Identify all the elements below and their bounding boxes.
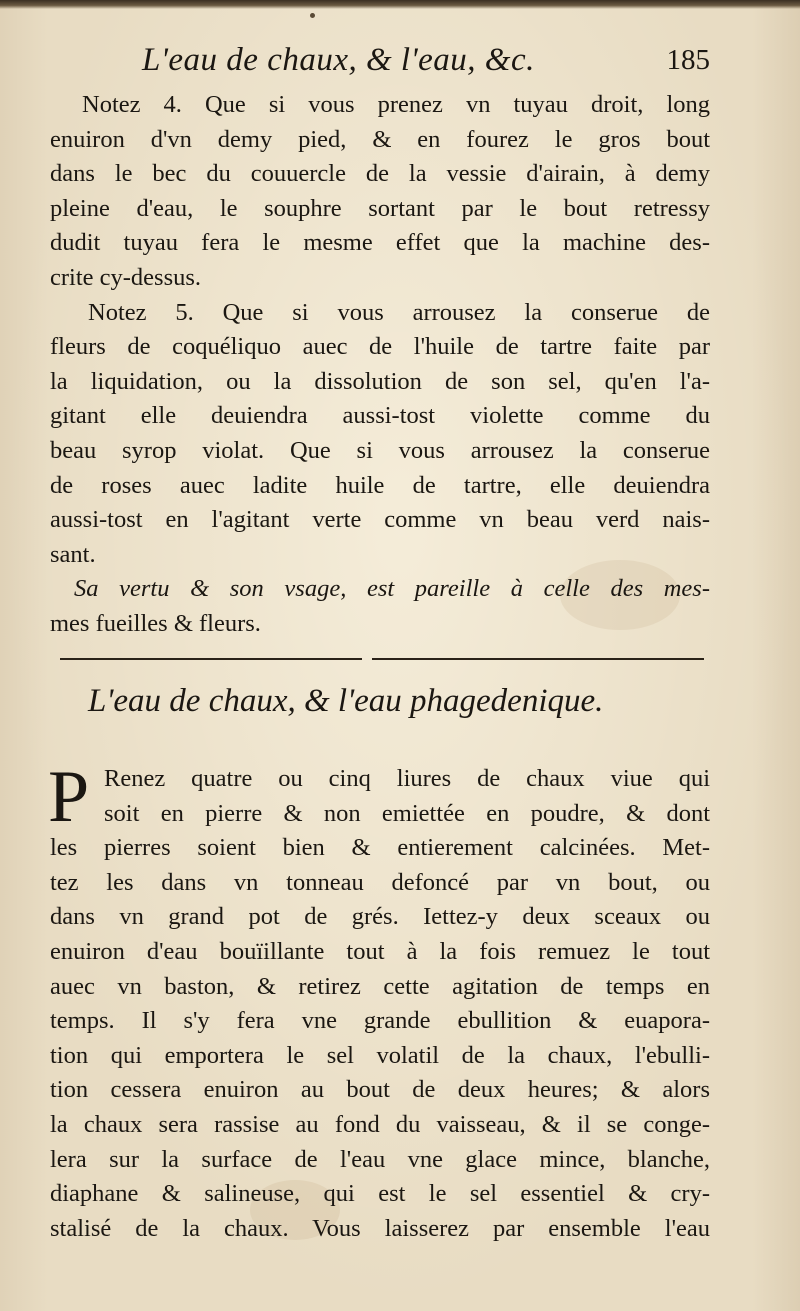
running-title: L'eau de chaux, & l'eau, &c. <box>142 42 535 78</box>
ink-dot <box>310 13 315 18</box>
text-line: tez les dans vn tonneau defoncé par vn bout, ou <box>50 868 710 896</box>
drop-cap: P <box>48 756 90 838</box>
text-line: stalisé de la chaux. Vous laisserez par ensemble l'eau <box>50 1214 710 1242</box>
text-line: dans vn grand pot de grés. Iettez-y deux sceaux ou <box>50 903 710 931</box>
section-title: L'eau de chaux, & l'eau phagedenique. <box>88 683 604 719</box>
page-header <box>60 42 710 90</box>
text-line: tion cessera enuiron au bout de deux heures; & alors <box>50 1076 710 1104</box>
text-line: aussi-tost en l'agitant verte comme vn beau verd nais- <box>50 506 710 534</box>
text-line: de roses auec ladite huile de tartre, elle deuiendra <box>50 471 710 499</box>
text-line: beau syrop violat. Que si vous arrousez la conserue <box>50 436 710 464</box>
text-line: crite cy-dessus. <box>50 263 202 291</box>
page-top-edge <box>0 0 800 9</box>
section-text-block <box>48 756 710 1246</box>
text-line: lera sur la surface de l'eau vne glace mince, blanche, <box>50 1145 710 1173</box>
text-line: fleurs de coquéliquo auec de l'huile de tartre faite par <box>50 333 710 361</box>
section-divider-left <box>60 658 362 660</box>
text-line: soit en pierre & non emiettée en poudre, & dont <box>104 799 710 827</box>
text-line: enuiron d'eau bouïillante tout à la fois remuez le tout <box>50 937 710 965</box>
text-line: les pierres soient bien & entierement calcinées. Met- <box>50 834 710 862</box>
text-line: Renez quatre ou cinq liures de chaux viue qui <box>104 765 710 792</box>
text-line: dudit tuyau fera le mesme effet que la machine des- <box>50 229 710 257</box>
text-line: la chaux sera rassise au fond du vaisseau, & il se conge- <box>50 1110 710 1138</box>
text-line: Notez 4. Que si vous prenez vn tuyau droit, long <box>82 91 710 118</box>
text-line: tion qui emportera le sel volatil de la chaux, l'ebulli- <box>50 1041 710 1069</box>
text-line: enuiron d'vn demy pied, & en fourez le gros bout <box>50 125 710 153</box>
text-line: temps. Il s'y fera vne grande ebullition & euapora- <box>50 1007 710 1035</box>
text-line: auec vn baston, & retirez cette agitation de temps en <box>50 972 710 1000</box>
page-number: 185 <box>666 44 710 76</box>
text-line: la liquidation, ou la dissolution de son sel, qu'en l'a- <box>50 367 710 395</box>
text-line: gitant elle deuiendra aussi-tost violette comme du <box>50 402 710 430</box>
text-line: Notez 5. Que si vous arrousez la conserue de <box>88 298 710 326</box>
text-line: mes fueilles & fleurs. <box>50 609 261 637</box>
text-line: sant. <box>50 540 96 568</box>
text-line: diaphane & salineuse, qui est le sel essentiel & cry- <box>50 1180 710 1208</box>
section-divider-right <box>372 658 704 660</box>
text-line: dans le bec du couuercle de la vessie d'airain, à demy <box>50 160 710 188</box>
notes-text-block <box>50 88 710 642</box>
text-line: Sa vertu & son vsage, est pareille à celle des mes- <box>74 575 710 603</box>
text-line: pleine d'eau, le souphre sortant par le bout retressy <box>50 194 710 222</box>
